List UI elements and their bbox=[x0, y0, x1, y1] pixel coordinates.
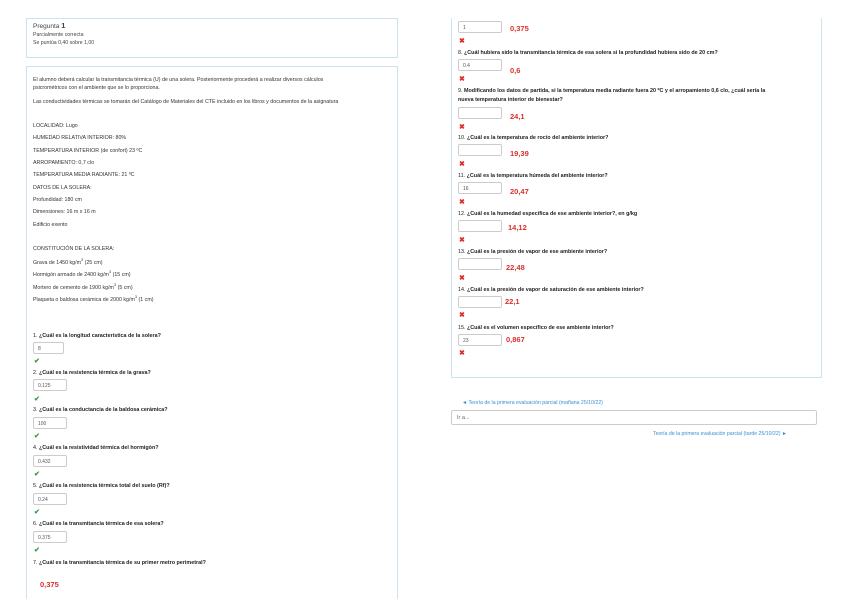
answer-input-4[interactable]: 0.432 bbox=[33, 455, 67, 467]
data-line: Edificio exento bbox=[33, 222, 68, 228]
incorrect-mark-icon: ✖ bbox=[459, 124, 465, 131]
question-7-text: 7. ¿Cuál es la transmitancia térmica de su primer metro perimetral? bbox=[33, 560, 206, 566]
answer-input-1[interactable]: 8 bbox=[33, 342, 64, 354]
correct-value: 19,39 bbox=[510, 149, 529, 158]
answer-input-12[interactable] bbox=[458, 220, 502, 232]
correct-value: 20,47 bbox=[510, 187, 529, 196]
statement-intro-1: El alumno deberá calcular la transmitancia térmica (U) de una solera. Posteriormente procederá a realizar diversos cálculos bbox=[33, 77, 324, 83]
answer-input-6[interactable]: 0.375 bbox=[33, 531, 67, 543]
question-6-text: 6. ¿Cuál es la transmitancia térmica de esa solera? bbox=[33, 521, 164, 527]
question-8-text: 8. ¿Cuál hubiera sido la transmitancia térmica de esa solera si la profundidad hubiera sido de 20 cm? bbox=[458, 50, 718, 56]
correct-value: 14,12 bbox=[508, 223, 527, 232]
question-info-box bbox=[26, 18, 398, 58]
correct-value: 24,1 bbox=[510, 112, 525, 121]
answer-input-14[interactable] bbox=[458, 296, 502, 308]
incorrect-mark-icon: ✖ bbox=[459, 237, 465, 244]
answer-input-9[interactable] bbox=[458, 107, 502, 119]
statement-intro-3: Las conductividades térmicas se tomarán del Catálogo de Materiales del CTE incluido en los libros y documentos de la asignatura bbox=[33, 99, 339, 105]
question-13-text: 13. ¿Cuál es la presión de vapor de ese ambiente interior? bbox=[458, 249, 608, 255]
correct-value: 22,1 bbox=[505, 297, 520, 306]
answer-input-7[interactable]: 1 bbox=[458, 21, 502, 33]
data-line: ARROPAMIENTO: 0,7 clo bbox=[33, 160, 95, 166]
question-9-text-2: nueva temperatura interior de bienestar? bbox=[458, 97, 563, 103]
question-10-text: 10. ¿Cuál es la temperatura de rocío del ambiente interior? bbox=[458, 135, 609, 141]
jump-to-select[interactable]: Ir a... bbox=[451, 410, 817, 425]
layer-line: Plaqueta o baldosa cerámica de 2000 $kg/m^3$ (1 cm) bbox=[33, 295, 154, 303]
data-line: HUMEDAD RELATIVA INTERIOR: 80% bbox=[33, 135, 127, 141]
question-11-text: 11. ¿Cuál es la temperatura húmeda del ambiente interior? bbox=[458, 173, 608, 179]
layer-line: Mortero de cemento de 1900 $kg/m^3$ (5 cm) bbox=[33, 283, 133, 291]
correct-mark-icon: ✔ bbox=[34, 358, 40, 365]
incorrect-mark-icon: ✖ bbox=[459, 312, 465, 319]
data-line: TEMPERATURA INTERIOR (de confort) 23 ºC bbox=[33, 148, 143, 154]
question-3-text: 3. ¿Cuál es la conductancia de la baldosa cerámica? bbox=[33, 407, 168, 413]
answer-input-15[interactable]: 23 bbox=[458, 334, 502, 346]
question-state: Parcialmente correcta bbox=[33, 32, 84, 38]
answer-input-5[interactable]: 0.24 bbox=[33, 493, 67, 505]
correct-mark-icon: ✔ bbox=[34, 396, 40, 403]
correct-value: 22,48 bbox=[506, 263, 525, 272]
answer-input-10[interactable] bbox=[458, 144, 502, 156]
correct-value: 0,375 bbox=[40, 580, 59, 589]
incorrect-mark-icon: ✖ bbox=[459, 76, 465, 83]
answer-input-8[interactable]: 0.4 bbox=[458, 59, 502, 71]
question-5-text: 5. ¿Cuál es la resistencia térmica total del suelo (Rf)? bbox=[33, 483, 170, 489]
answer-input-11[interactable]: 16 bbox=[458, 182, 502, 194]
correct-mark-icon: ✔ bbox=[34, 471, 40, 478]
next-activity-link[interactable]: Teoría de la primera evaluación parcial (tarde 25/10/22) ► bbox=[653, 431, 788, 437]
question-15-text: 15. ¿Cuál es el volumen específico de ese ambiente interior? bbox=[458, 325, 614, 331]
question-12-text: 12. ¿Cuál es la humedad específica de ese ambiente interior?, en g/kg bbox=[458, 211, 638, 217]
correct-value: 0,375 bbox=[510, 24, 529, 33]
correct-value: 0,867 bbox=[506, 335, 525, 344]
layer-line: Grava de 1450 $kg/m^3$ (25 cm) bbox=[33, 258, 103, 266]
correct-value: 0,6 bbox=[510, 66, 521, 75]
incorrect-mark-icon: ✖ bbox=[459, 38, 465, 45]
question-content-right bbox=[451, 18, 822, 378]
data-line: Profundidad: 180 cm bbox=[33, 197, 82, 203]
data-line: TEMPERATURA MEDIA RADIANTE: 21 ºC bbox=[33, 172, 135, 178]
correct-mark-icon: ✔ bbox=[34, 509, 40, 516]
answer-input-2[interactable]: 0.125 bbox=[33, 379, 67, 391]
data-line: DATOS DE LA SOLERA: bbox=[33, 185, 92, 191]
answer-input-3[interactable]: 100 bbox=[33, 417, 67, 429]
layer-line: Hormigón armado de 2400 $kg/m^3$ (15 cm) bbox=[33, 270, 131, 278]
incorrect-mark-icon: ✖ bbox=[459, 275, 465, 282]
correct-mark-icon: ✔ bbox=[34, 433, 40, 440]
question-4-text: 4. ¿Cuál es la resistividad térmica del hormigón? bbox=[33, 445, 159, 451]
constitution-title: CONSTITUCIÓN DE LA SOLERA: bbox=[33, 246, 115, 252]
question-1-text: 1. ¿Cuál es la longitud característica de la solera? bbox=[33, 333, 161, 339]
previous-activity-link[interactable]: ◄ Teoría de la primera evaluación parcial (mañana 25/10/22) bbox=[462, 400, 603, 406]
data-line: LOCALIDAD: Lugo bbox=[33, 123, 78, 129]
question-score: Se puntúa 0,40 sobre 1,00 bbox=[33, 40, 95, 46]
question-9-text: 9. Modificando los datos de partida, si la temperatura media radiante fuera 20 ºC y el arropamiento 0,6 clo, ¿cuál sería la bbox=[458, 88, 766, 94]
correct-mark-icon: ✔ bbox=[34, 547, 40, 554]
incorrect-mark-icon: ✖ bbox=[459, 161, 465, 168]
answer-input-13[interactable] bbox=[458, 258, 502, 270]
question-14-text: 14. ¿Cuál es la presión de vapor de saturación de ese ambiente interior? bbox=[458, 287, 644, 293]
data-line: Dimensiones: 16 m x 16 m bbox=[33, 209, 96, 215]
incorrect-mark-icon: ✖ bbox=[459, 199, 465, 206]
statement-intro-2: psicrométricos con el ambiente que se lo proporciona. bbox=[33, 85, 160, 91]
incorrect-mark-icon: ✖ bbox=[459, 350, 465, 357]
question-2-text: 2. ¿Cuál es la resistencia térmica de la grava? bbox=[33, 370, 151, 376]
question-number: Pregunta 1 bbox=[33, 21, 66, 30]
